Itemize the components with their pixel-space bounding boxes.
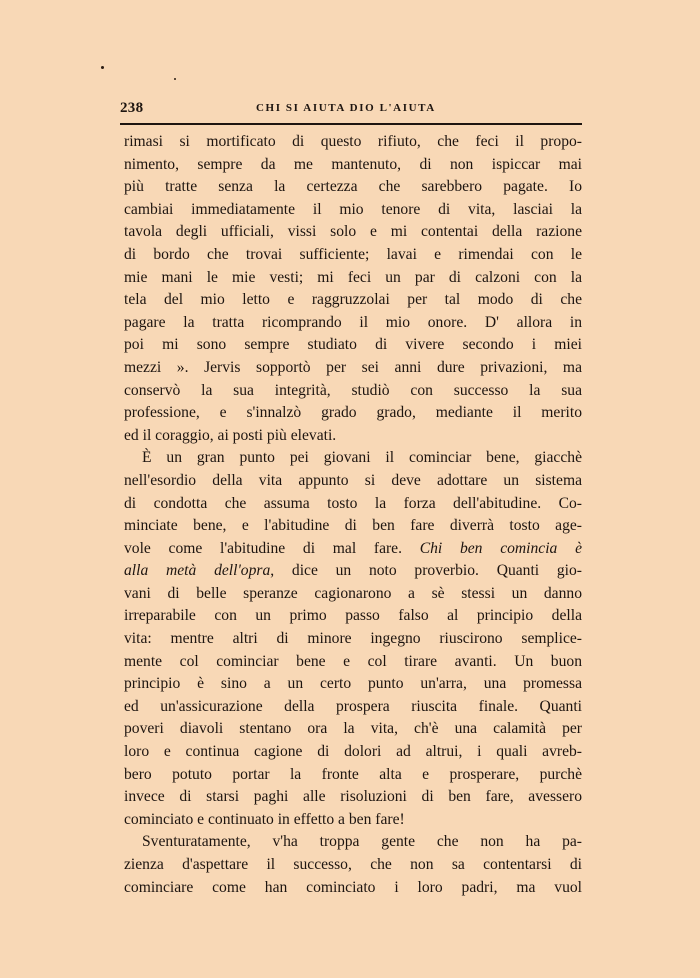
text-line-mixed <box>124 560 582 583</box>
text-line: Sventuratamente, v'ha troppa gente che non ha pa- <box>142 833 582 851</box>
page-header <box>120 100 582 118</box>
italic-run: Chi ben comincia è <box>419 539 582 557</box>
text-line: vita: mentre altri di minore ingegno riuscirono semplice- <box>124 630 582 648</box>
text-line: irreparabile con un primo passo falso al principio della <box>124 607 582 625</box>
text-line: più tratte senza la certezza che sarebbero pagate. Io <box>124 178 582 196</box>
text-line: poi mi sono sempre studiato di vivere secondo i miei <box>124 336 582 354</box>
text-line: zienza d'aspettare il successo, che non sa contentarsi di <box>124 856 582 873</box>
text-line: nell'esordio della vita appunto si deve adottare un sistema <box>124 471 582 489</box>
text-line: di bordo che trovai sufficiente; lavai e rimendai con le <box>124 245 582 263</box>
text-line: ed il coraggio, ai posti più elevati. <box>124 426 337 444</box>
text-line: di condotta che assuma tosto la forza dell'abitudine. Co- <box>124 494 582 512</box>
text-line: rimasi si mortificato di questo rifiuto, che feci il propo- <box>124 133 582 150</box>
text-run: vole come l'abitudine di mal fare. <box>124 539 402 557</box>
text-line: minciate bene, e l'abitudine di ben fare diverrà tosto age- <box>124 517 582 535</box>
text-line: cominciato e continuato in effetto a ben fare! <box>124 810 405 828</box>
text-line: poveri diavoli stentano ora la vita, ch'è una calamità per <box>124 720 582 738</box>
text-line: tela del mio letto e raggruzzolai per tal modo di che <box>124 291 582 309</box>
text-line: mezzi ». Jervis sopportò per sei anni dure privazioni, ma <box>124 358 582 376</box>
body-text <box>124 131 582 899</box>
ink-speck <box>101 66 104 69</box>
text-line: pagare la tratta ricomprando il mio onore. D' allora in <box>124 313 582 331</box>
text-line: mie mani le mie vesti; mi feci un par di calzoni con la <box>124 268 582 286</box>
text-line: cominciare come han cominciato i loro padri, ma vuol <box>124 878 582 896</box>
text-line: È un gran punto pei giovani il cominciar bene, giacchè <box>142 449 582 467</box>
text-line-mixed <box>124 538 582 561</box>
page-number: 238 <box>120 100 144 116</box>
italic-run: alla metà dell'opra <box>124 562 271 580</box>
text-line: professione, e s'innalzò grado grado, mediante il merito <box>124 404 582 422</box>
text-line: invece di starsi paghi alle risoluzioni di ben fare, avessero <box>124 788 582 806</box>
running-title: CHI SI AIUTA DIO L'AIUTA <box>256 102 436 114</box>
text-line: loro e continua cagione di dolori ad altrui, i quali avreb- <box>124 743 582 761</box>
header-rule <box>120 123 582 125</box>
text-line: tavola degli ufficiali, vissi solo e mi contentai della razione <box>124 223 582 241</box>
text-line: vani di belle speranze cagionarono a sè stessi un danno <box>124 584 582 602</box>
text-line: mente col cominciar bene e col tirare avanti. Un buon <box>124 652 582 670</box>
text-line: cambiai immediatamente il mio tenore di vita, lasciai la <box>124 200 582 218</box>
ink-speck <box>174 78 176 80</box>
text-line: nimento, sempre da me mantenuto, di non ispiccar mai <box>124 155 582 173</box>
text-run: , dice un noto proverbio. Quanti gio- <box>270 562 582 580</box>
text-line: bero potuto portar la fronte alta e prosperare, purchè <box>124 765 582 783</box>
text-line: conservò la sua integrità, studiò con successo la sua <box>124 381 582 399</box>
text-line: principio è sino a un certo punto un'arra, una promessa <box>124 675 582 693</box>
text-line: ed un'assicurazione della prospera riuscita finale. Quanti <box>124 697 582 715</box>
